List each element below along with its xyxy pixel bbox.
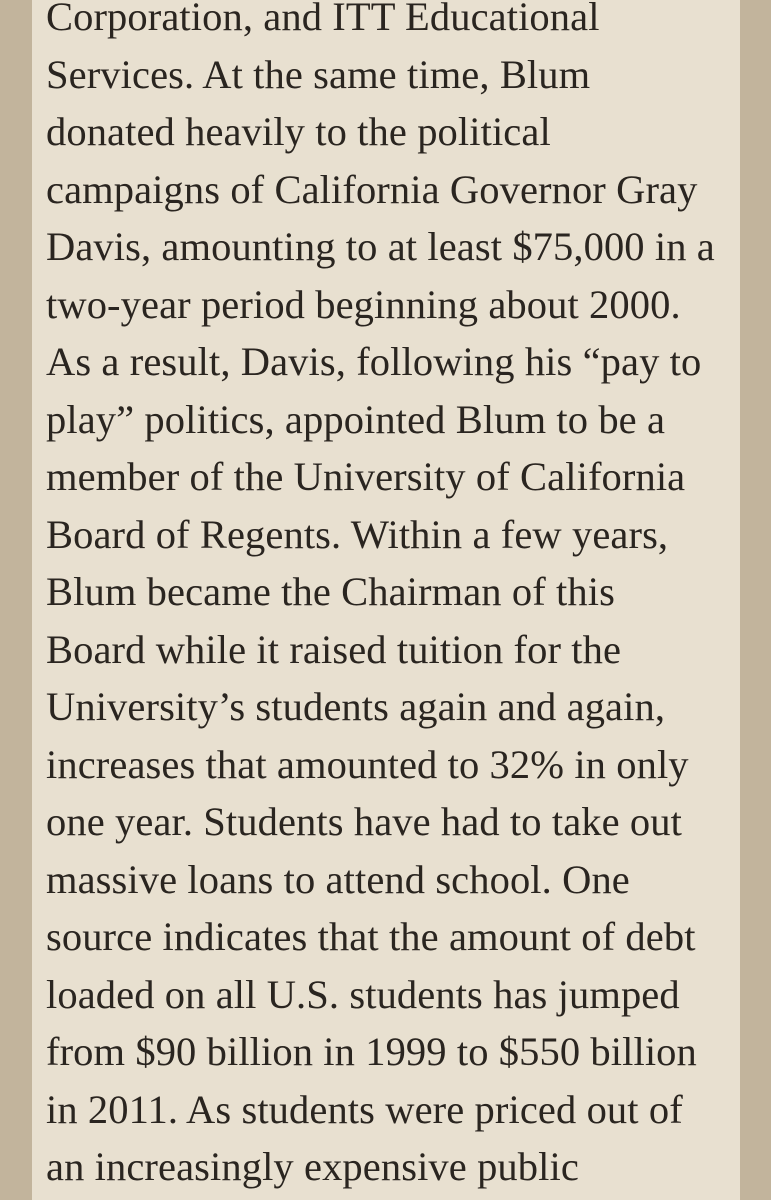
text-line: member of the University of California bbox=[46, 454, 686, 499]
text-line: loaded on all U.S. students has jumped bbox=[46, 971, 680, 1017]
text-line: campaigns of California Governor Gray bbox=[46, 166, 698, 212]
text-line: from $90 billion in 1999 to $550 billion bbox=[46, 1029, 697, 1074]
text-line: Davis, amounting to at least $75,000 in a bbox=[46, 224, 715, 269]
body-paragraph bbox=[46, 0, 736, 1196]
text-line: Board of Regents. Within a few years, bbox=[46, 511, 669, 557]
text-line: Blum became the Chairman of this bbox=[46, 569, 615, 614]
text-line: massive loans to attend school. One bbox=[46, 856, 630, 902]
text-line: one year. Students have had to take out bbox=[46, 799, 682, 844]
text-line: in 2011. As students were priced out of bbox=[46, 1086, 683, 1132]
text-line: source indicates that the amount of debt bbox=[46, 914, 696, 959]
book-page bbox=[32, 0, 740, 1200]
text-line: increases that amounted to 32% in only bbox=[46, 741, 689, 787]
text-line: two-year period beginning about 2000. bbox=[46, 281, 681, 327]
text-line: donated heavily to the political bbox=[46, 109, 551, 154]
text-line: Board while it raised tuition for the bbox=[46, 626, 622, 672]
left-page-margin bbox=[0, 0, 32, 1200]
text-line: Corporation, and ITT Educational bbox=[46, 0, 600, 39]
right-page-margin bbox=[740, 0, 771, 1200]
text-line: University’s students again and again, bbox=[46, 684, 666, 729]
text-line: play” politics, appointed Blum to be a bbox=[46, 396, 666, 442]
text-line: As a result, Davis, following his “pay to bbox=[46, 339, 702, 384]
text-line: Services. At the same time, Blum bbox=[46, 51, 591, 97]
text-line: an increasingly expensive public bbox=[46, 1144, 579, 1189]
